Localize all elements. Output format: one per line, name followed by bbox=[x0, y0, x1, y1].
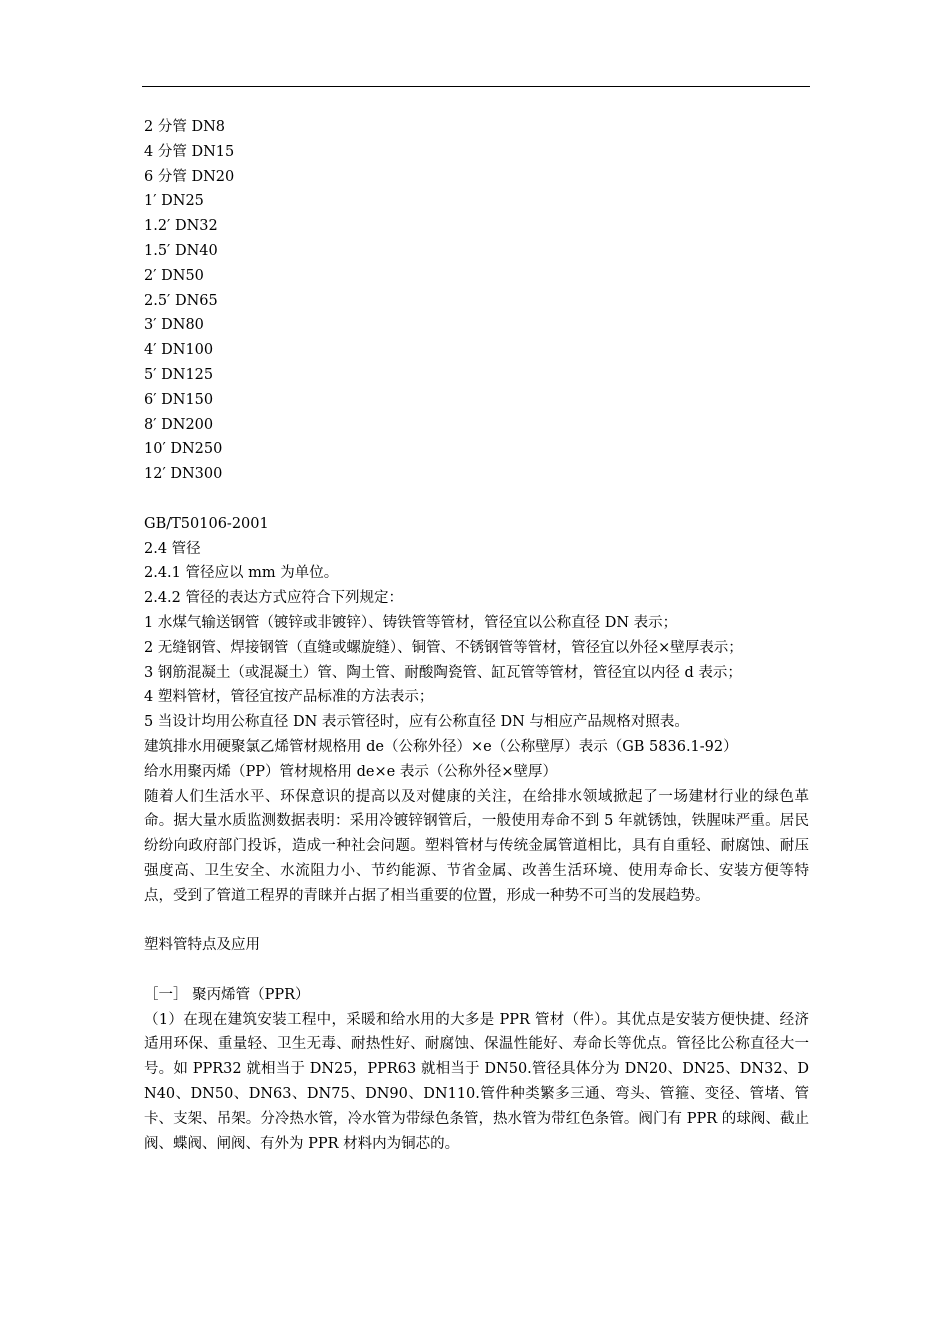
rule-item: 1 水煤气输送钢管（镀锌或非镀锌）、铸铁管等管材，管径宜以公称直径 DN 表示； bbox=[144, 614, 678, 631]
pipe-size-item: 2′ DN50 bbox=[144, 267, 204, 284]
rule-item: 2 无缝钢管、焊接钢管（直缝或螺旋缝）、铜管、不锈钢管等管材，管径宜以外径×壁厚表示； bbox=[144, 639, 743, 656]
ppr-heading: ［一］ 聚丙烯管（PPR） bbox=[144, 986, 310, 1003]
pipe-size-item: 4′ DN100 bbox=[144, 342, 214, 359]
ppr-paragraph: （1）在现在建筑安装工程中，采暖和给水用的大多是 PPR 管材（件）。其优点是安装方便快捷、经济适用环保、重量轻、卫生无毒、耐热性好、耐腐蚀、保温性能好、寿命长等优点。管径比公称直径大一号。如 PPR32 就相当于 DN25，PPR63 就相当于 DN50.管径具体分为 DN20、DN25、DN32、DN40、DN50、DN63、DN75、DN90、DN110.管件种类繁多三通、弯头、管箍、变径、管堵、管卡、支架、吊架。分冷热水管，冷水管为带绿色条管，热水管为带红色条管。阀门有 PPR 的球阀、截止阀、蝶阀、闸阀、有外为 PPR 材料内为铜芯的。 bbox=[144, 1011, 809, 1152]
note-water: 给水用聚丙烯（PP）管材规格用 de×e 表示（公称外径×壁厚） bbox=[144, 763, 557, 780]
header-rule bbox=[142, 86, 810, 87]
document-body bbox=[144, 115, 809, 1156]
pipe-size-item: 2.5′ DN65 bbox=[144, 292, 218, 309]
pipe-size-item: 1′ DN25 bbox=[144, 193, 204, 210]
pipe-size-item: 6 分管 DN20 bbox=[144, 168, 235, 185]
pipe-size-item: 6′ DN150 bbox=[144, 391, 214, 408]
rule-item: 5 当设计均用公称直径 DN 表示管径时，应有公称直径 DN 与相应产品规格对照表。 bbox=[144, 714, 689, 731]
pipe-size-list bbox=[144, 115, 809, 487]
section-heading: 塑料管特点及应用 bbox=[144, 937, 260, 954]
pipe-size-item: 10′ DN250 bbox=[144, 441, 223, 458]
rule-item: 3 钢筋混凝土（或混凝土）管、陶土管、耐酸陶瓷管、缸瓦管等管材，管径宜以内径 d 表示； bbox=[144, 664, 742, 681]
note-drainage: 建筑排水用硬聚氯乙烯管材规格用 de（公称外径）×e（公称壁厚）表示（GB 5836.1-92） bbox=[144, 738, 738, 755]
pipe-size-item: 5′ DN125 bbox=[144, 366, 214, 383]
pipe-size-item: 3′ DN80 bbox=[144, 317, 204, 334]
pipe-size-item: 8′ DN200 bbox=[144, 416, 214, 433]
pipe-size-item: 1.2′ DN32 bbox=[144, 218, 218, 235]
standard-code: GB/T50106-2001 bbox=[144, 515, 269, 532]
pipe-size-item: 1.5′ DN40 bbox=[144, 242, 218, 259]
clause: 2.4.1 管径应以 mm 为单位。 bbox=[144, 565, 339, 582]
section-title: 2.4 管径 bbox=[144, 540, 201, 557]
pipe-size-item: 4 分管 DN15 bbox=[144, 143, 235, 160]
ppr-section bbox=[144, 983, 809, 1157]
pipe-size-item: 12′ DN300 bbox=[144, 466, 223, 483]
clause: 2.4.2 管径的表达方式应符合下列规定： bbox=[144, 590, 404, 607]
spacer bbox=[144, 909, 809, 934]
spacer bbox=[144, 958, 809, 983]
intro-paragraph: 随着人们生活水平、环保意识的提高以及对健康的关注，在给排水领域掀起了一场建材行业的绿色革命。据大量水质监测数据表明：采用冷镀锌钢管后，一般使用寿命不到 5 年就锈蚀，铁腥味严重。居民纷纷向政府部门投诉，造成一种社会问题。塑料管材与传统金属管道相比，具有自重轻、耐腐蚀、耐压强度高、卫生安全、水流阻力小、节约能源、节省金属、改善生活环境、使用寿命长、安装方便等特点，受到了管道工程界的青睐并占据了相当重要的位置，形成一种势不可当的发展趋势。 bbox=[144, 788, 809, 904]
standard-section bbox=[144, 512, 809, 785]
spacer bbox=[144, 487, 809, 512]
rule-item: 4 塑料管材，管径宜按产品标准的方法表示； bbox=[144, 689, 434, 706]
pipe-size-item: 2 分管 DN8 bbox=[144, 119, 225, 135]
